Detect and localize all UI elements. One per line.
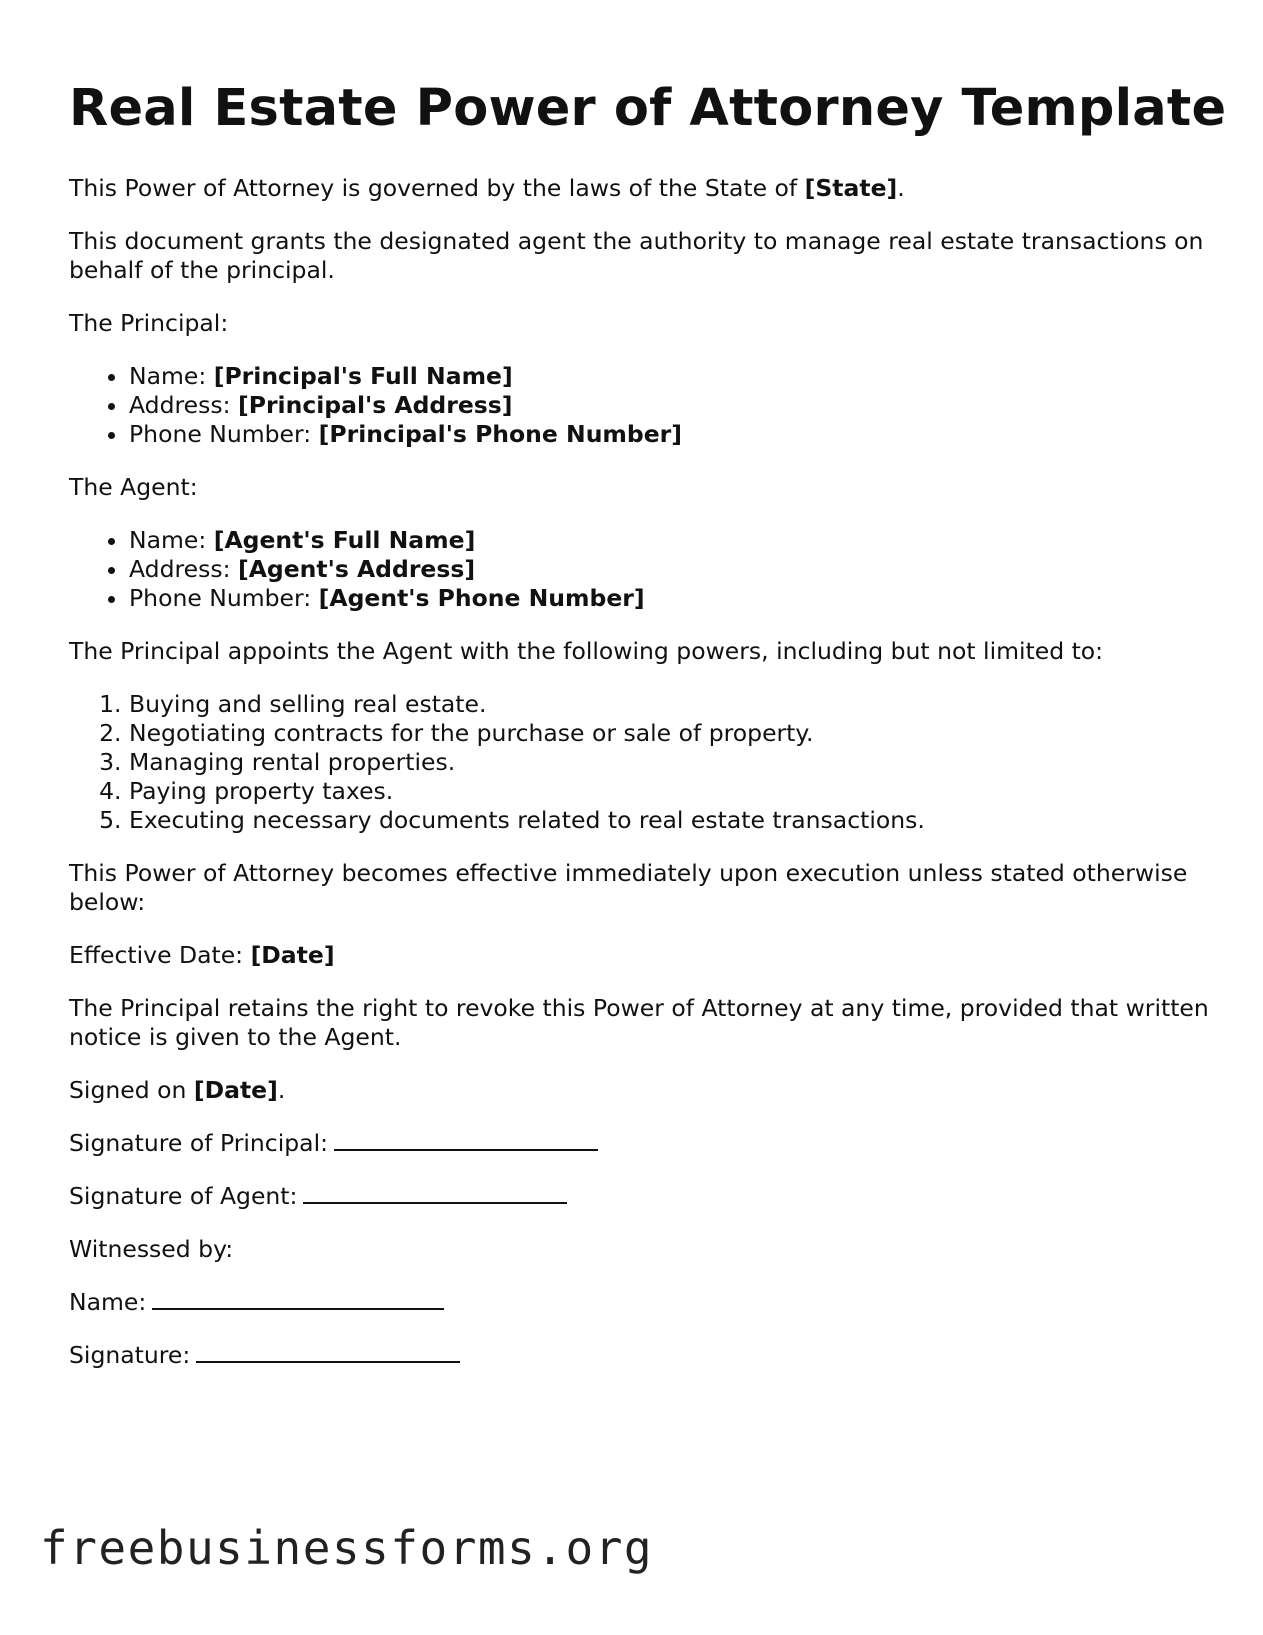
agent-address-item: [129, 555, 1209, 584]
effective-date-label: Effective Date:: [69, 941, 251, 969]
principal-phone-label: Phone Number:: [129, 420, 319, 448]
witness-signature-blank[interactable]: [196, 1341, 460, 1363]
agent-details-list: [69, 526, 1209, 613]
agent-phone-placeholder: [Agent's Phone Number]: [318, 584, 645, 612]
governing-law-text: This Power of Attorney is governed by the laws of the State of: [69, 174, 805, 202]
principal-phone-item: [129, 420, 1209, 449]
signed-on-line: [69, 1076, 1209, 1105]
witness-name-blank[interactable]: [152, 1288, 444, 1310]
power-item: 1. Buying and selling real estate.: [129, 690, 1209, 719]
witness-name-line: [69, 1288, 1209, 1317]
agent-signature-blank[interactable]: [303, 1182, 567, 1204]
governing-law-paragraph: [69, 174, 1209, 203]
principal-address-label: Address:: [129, 391, 238, 419]
effective-date-placeholder: [Date]: [250, 941, 335, 969]
signed-on-label: Signed on: [69, 1076, 194, 1104]
principal-name-item: [129, 362, 1209, 391]
signed-date-placeholder: [Date]: [193, 1076, 278, 1104]
agent-phone-label: Phone Number:: [129, 584, 319, 612]
witness-name-label: Name:: [69, 1288, 147, 1316]
agent-signature-line: [69, 1182, 1209, 1211]
principal-heading: The Principal:: [69, 309, 229, 337]
governing-law-suffix: .: [897, 174, 905, 202]
agent-name-item: [129, 526, 1209, 555]
power-item: 2. Negotiating contracts for the purchase or sale of property.: [129, 719, 1209, 748]
agent-phone-item: [129, 584, 1209, 613]
power-item: 4. Paying property taxes.: [129, 777, 1209, 806]
principal-phone-placeholder: [Principal's Phone Number]: [318, 420, 682, 448]
witness-heading: Witnessed by:: [69, 1235, 234, 1263]
principal-signature-line: [69, 1129, 1209, 1158]
witness-signature-line: [69, 1341, 1209, 1370]
signed-on-suffix: .: [277, 1076, 286, 1104]
principal-signature-label: Signature of Principal:: [69, 1129, 329, 1157]
revocation-paragraph: The Principal retains the right to revoke this Power of Attorney at any time, provided that written notice is given to the Agent.: [69, 994, 1209, 1051]
principal-name-label: Name:: [129, 362, 214, 390]
principal-address-item: [129, 391, 1209, 420]
document-page: [69, 78, 1227, 1394]
powers-intro: The Principal appoints the Agent with the following powers, including but not limited to:: [69, 637, 1104, 665]
principal-address-placeholder: [Principal's Address]: [237, 391, 513, 419]
principal-details-list: [69, 362, 1209, 449]
effective-date-line: [69, 941, 1209, 970]
state-placeholder: [State]: [804, 174, 898, 202]
agent-signature-label: Signature of Agent:: [69, 1182, 298, 1210]
powers-list: [69, 690, 1209, 835]
agent-address-placeholder: [Agent's Address]: [237, 555, 476, 583]
witness-signature-label: Signature:: [69, 1341, 191, 1369]
principal-signature-blank[interactable]: [334, 1129, 598, 1151]
agent-name-label: Name:: [129, 526, 214, 554]
effective-statement: This Power of Attorney becomes effective immediately upon execution unless stated otherwise below:: [69, 859, 1188, 916]
principal-name-placeholder: [Principal's Full Name]: [213, 362, 513, 390]
agent-address-label: Address:: [129, 555, 238, 583]
footer-watermark: freebusinessforms.org: [40, 1521, 654, 1575]
power-item: 3. Managing rental properties.: [129, 748, 1209, 777]
intro-paragraph: This document grants the designated agent the authority to manage real estate transactions on behalf of the principal.: [69, 227, 1204, 284]
document-title: Real Estate Power of Attorney Template: [69, 79, 1227, 138]
power-item: 5. Executing necessary documents related to real estate transactions.: [129, 806, 1209, 835]
agent-heading: The Agent:: [69, 473, 198, 501]
agent-name-placeholder: [Agent's Full Name]: [213, 526, 476, 554]
